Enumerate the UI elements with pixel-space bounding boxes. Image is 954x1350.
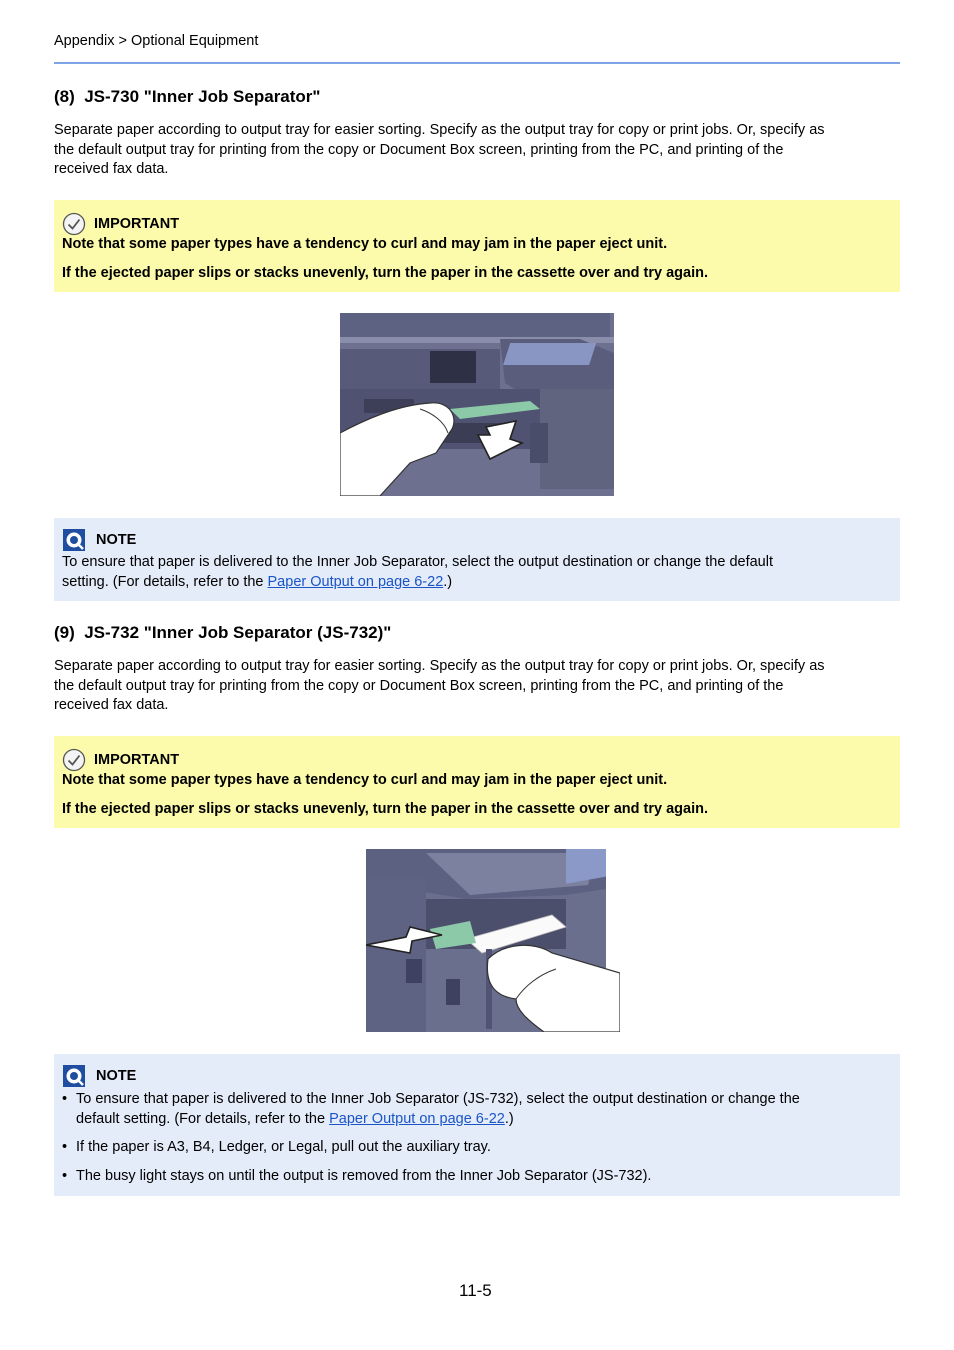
check-circle-icon [62,212,86,236]
note-bullet [62,1167,892,1187]
page-number: 11-5 [459,1281,492,1300]
js730-illustration [340,313,614,496]
note-line [76,1110,892,1130]
note-icon [62,1064,86,1088]
important-label: IMPORTANT [94,752,180,768]
note-line: The busy light stays on until the output is removed from the Inner Job Separator (JS-732). [76,1168,652,1184]
note-text-prefix: setting. (For details, refer to the [62,573,268,590]
note-bullet [62,1138,892,1158]
note-text-prefix: default setting. (For details, refer to the [76,1110,330,1127]
section-8-body-line: the default output tray for printing from the copy or Document Box screen, printing from the PC, and printing of the [54,141,784,158]
paper-output-link[interactable]: Paper Output on page 6-22 [267,573,444,590]
note-icon [62,528,86,552]
js732-illustration [366,849,620,1032]
note-label: NOTE [96,1068,137,1084]
note-text [62,553,892,592]
bullet-dot: • [62,1168,68,1184]
important-header [62,748,179,772]
section-9-body [54,657,900,716]
note-label: NOTE [96,532,137,548]
section-8-body-line: Separate paper according to output tray for easier sorting. Specify as the output tray for copy or print jobs. Or, specify as [54,122,825,138]
section-8-body-line: received fax data. [54,161,169,177]
important-line: If the ejected paper slips or stacks unevenly, turn the paper in the cassette over and try again. [62,801,708,817]
bullet-dot: • [62,1091,68,1107]
important-line: Note that some paper types have a tendency to curl and may jam in the paper eject unit. [62,236,668,252]
important-line: Note that some paper types have a tendency to curl and may jam in the paper eject unit. [62,772,668,788]
note-line: If the paper is A3, B4, Ledger, or Legal, pull out the auxiliary tray. [76,1139,491,1155]
important-header [62,212,179,236]
note-text-suffix: .) [504,1110,514,1127]
note-bullet [62,1090,892,1129]
breadcrumb: Appendix > Optional Equipment [54,33,259,49]
important-line: If the ejected paper slips or stacks unevenly, turn the paper in the cassette over and try again. [62,265,708,281]
important-label: IMPORTANT [94,216,180,232]
header-rule [54,62,900,64]
section-9-body-line: the default output tray for printing from the copy or Document Box screen, printing from the PC, and printing of the [54,677,784,694]
section-8-body [54,121,900,180]
note-text-suffix: .) [443,573,453,590]
section-9-title: (9) JS-732 "Inner Job Separator (JS-732)" [54,623,392,642]
check-circle-icon [62,748,86,772]
section-9-body-line: received fax data. [54,697,169,713]
note-line [62,573,892,593]
note-header [62,1064,136,1088]
note-box [54,1054,900,1196]
note-line: To ensure that paper is delivered to the Inner Job Separator, select the output destination or change the default [62,554,773,570]
section-8-title: (8) JS-730 "Inner Job Separator" [54,87,321,106]
bullet-dot: • [62,1139,68,1155]
note-line: To ensure that paper is delivered to the Inner Job Separator (JS-732), select the output destination or change the [76,1091,800,1107]
note-box [54,518,900,601]
note-header [62,528,136,552]
paper-output-link[interactable]: Paper Output on page 6-22 [329,1110,505,1127]
important-box [54,736,900,828]
section-9-body-line: Separate paper according to output tray for easier sorting. Specify as the output tray for copy or print jobs. Or, specify as [54,658,825,674]
important-box [54,200,900,292]
